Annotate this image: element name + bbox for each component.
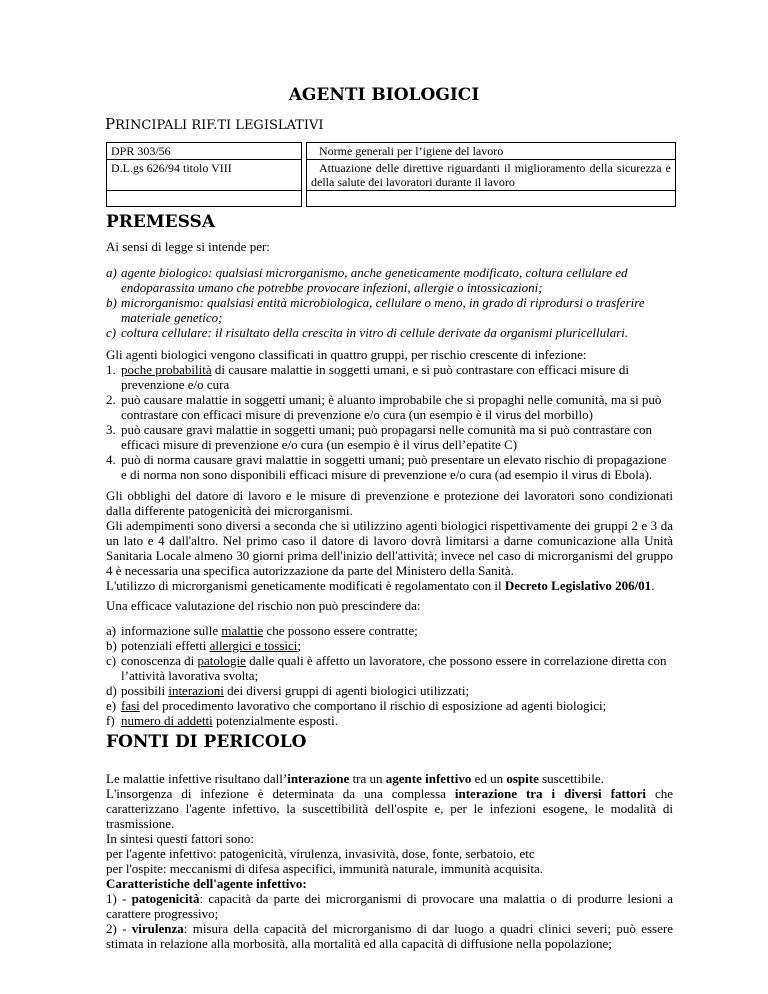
list-item: d) possibili interazioni dei diversi gruppi di agenti biologici utilizzati; xyxy=(106,683,470,698)
list-item: b) potenziali effetti allergici e tossici; xyxy=(106,638,302,653)
heading-premessa: PREMESSA xyxy=(106,212,216,232)
paragraph-bold: Caratteristiche dell'agente infettivo: xyxy=(106,876,307,891)
paragraph: 2) - virulenza: misura della capacità del microrganismo di dar luogo a quadri clinici severi; può essere stimata in relazione alla morbosità, alla mortalità ed alla capacità di diffusione nella popolazione; xyxy=(106,921,673,951)
list-item: b) microrganismo: qualsiasi entità microbiologica, cellulare o meno, in grado di riprodursi o trasferire materiale genetico; xyxy=(106,295,645,325)
legislative-references-table xyxy=(106,142,676,207)
table-row xyxy=(107,191,676,207)
table-cell-desc: Norme generali per l’igiene del lavoro xyxy=(307,143,676,160)
valutazione-section xyxy=(106,598,673,728)
premessa-intro: Ai sensi di legge si intende per: xyxy=(106,239,270,254)
list-item: a) informazione sulle malattie che possono essere contratte; xyxy=(106,623,418,638)
table-row xyxy=(107,160,676,191)
groups-intro: Gli agenti biologici vengono classificati in quattro gruppi, per rischio crescente di infezione: xyxy=(106,347,587,362)
valutazione-list xyxy=(106,623,673,728)
paragraph: per l'ospite: meccanismi di difesa aspecifici, immunità naturale, immunità acquisita. xyxy=(106,861,543,876)
subtitle-initial: P xyxy=(105,115,116,133)
section-subtitle xyxy=(105,116,324,134)
fonti-section xyxy=(106,771,673,951)
list-item: 2. può causare malattie in soggetti umani; è aluanto improbabile che si propaghi nelle comunità, ma si può contrastare con efficaci misure di prevenzione e/o cura (un esempio è il virus del morbillo) xyxy=(106,392,662,422)
list-item: c) conoscenza di patologie dalle quali è affetto un lavoratore, che possono essere in correlazione diretta con l’attività lavorativa svolta; xyxy=(106,653,667,683)
groups-list xyxy=(106,362,673,482)
paragraph: L'insorgenza di infezione è determinata da una complessa interazione tra i diversi fattori che caratterizzano l'agente infettivo, la suscettibilità dell'ospite e, per le infezioni esogene, le modalità di trasmissione. xyxy=(106,786,673,831)
document-title: AGENTI BIOLOGICI xyxy=(288,85,480,105)
list-item: 4. può di norma causare gravi malattie in soggetti umani; può presentare un elevato rischio di propagazione e di norma non sono disponibili efficaci misure di prevenzione e/o cura (ad esempio il virus di Ebola). xyxy=(106,452,667,482)
table-row xyxy=(107,143,676,160)
definitions-list xyxy=(106,265,673,340)
list-item: a) agente biologico: qualsiasi microrganismo, anche geneticamente modificato, coltura cellulare ed endoparassita umano che potrebbe provocare infezioni, allergie o intossicazioni; xyxy=(106,265,628,295)
paragraph: per l'agente infettivo: patogenicità, virulenza, invasività, dose, fonte, serbatoio, etc xyxy=(106,846,535,861)
obblighi-section xyxy=(106,488,673,593)
list-item: e) fasi del procedimento lavorativo che comportano il rischio di esposizione ad agenti biologici; xyxy=(106,698,607,713)
paragraph: L'utilizzo di microrganismi geneticamente modificati è regolamentato con il Decreto Legislativo 206/01. xyxy=(106,578,655,593)
table-cell-ref xyxy=(107,191,302,207)
list-item: f) numero di addetti potenzialmente esposti. xyxy=(106,713,338,728)
table-cell-ref: DPR 303/56 xyxy=(107,143,302,160)
groups-section xyxy=(106,347,673,482)
valutazione-intro: Una efficace valutazione del rischio non può prescindere da: xyxy=(106,598,421,613)
heading-fonti-di-pericolo: FONTI DI PERICOLO xyxy=(106,732,307,752)
table-cell-desc: Attuazione delle direttive riguardanti il miglioramento della sicurezza e della salute dei lavoratori durante il lavoro xyxy=(307,160,676,191)
list-item: 1. poche probabilità di causare malattie in soggetti umani, e si può contrastare con efficaci misure di prevenzione e/o cura xyxy=(106,362,630,392)
paragraph: Gli obblighi del datore di lavoro e le misure di prevenzione e protezione dei lavoratori sono condizionati dalla differente patogenicità dei microrganismi. xyxy=(106,488,673,518)
paragraph: Le malattie infettive risultano dall’interazione tra un agente infettivo ed un ospite suscettibile. xyxy=(106,771,604,786)
list-item: c) coltura cellulare: il risultato della crescita in vitro di cellule derivate da organismi pluricellulari. xyxy=(106,325,629,340)
paragraph: In sintesi questi fattori sono: xyxy=(106,831,255,846)
table-cell-desc xyxy=(307,191,676,207)
paragraph: Gli adempimenti sono diversi a seconda che si utilizzino agenti biologici rispettivamente dei gruppi 2 e 3 da un lato e 4 dall'altro. Nel primo caso il datore di lavoro dovrà limitarsi a darne comunicazione alla Unità Sanitaria Locale almeno 30 giorni prima dell'inizio dell'attività; invece nel caso di microrganismi del gruppo 4 è necessaria una specifica autorizzazione da parte del Ministero della Sanità. xyxy=(106,518,673,578)
list-item: 3. può causare gravi malattie in soggetti umani; può propagarsi nelle comunità ma si può contrastare con efficaci misure di prevenzione e/o cura (un esempio è il virus dell’epatite C) xyxy=(106,422,653,452)
subtitle-text: RINCIPALI RIF.TI LEGISLATIVI xyxy=(115,118,324,133)
table-cell-ref: D.L.gs 626/94 titolo VIII xyxy=(107,160,302,191)
paragraph: 1) - patogenicità: capacità da parte dei microrganismi di provocare una malattia o di produrre lesioni a carattere progressivo; xyxy=(106,891,673,921)
